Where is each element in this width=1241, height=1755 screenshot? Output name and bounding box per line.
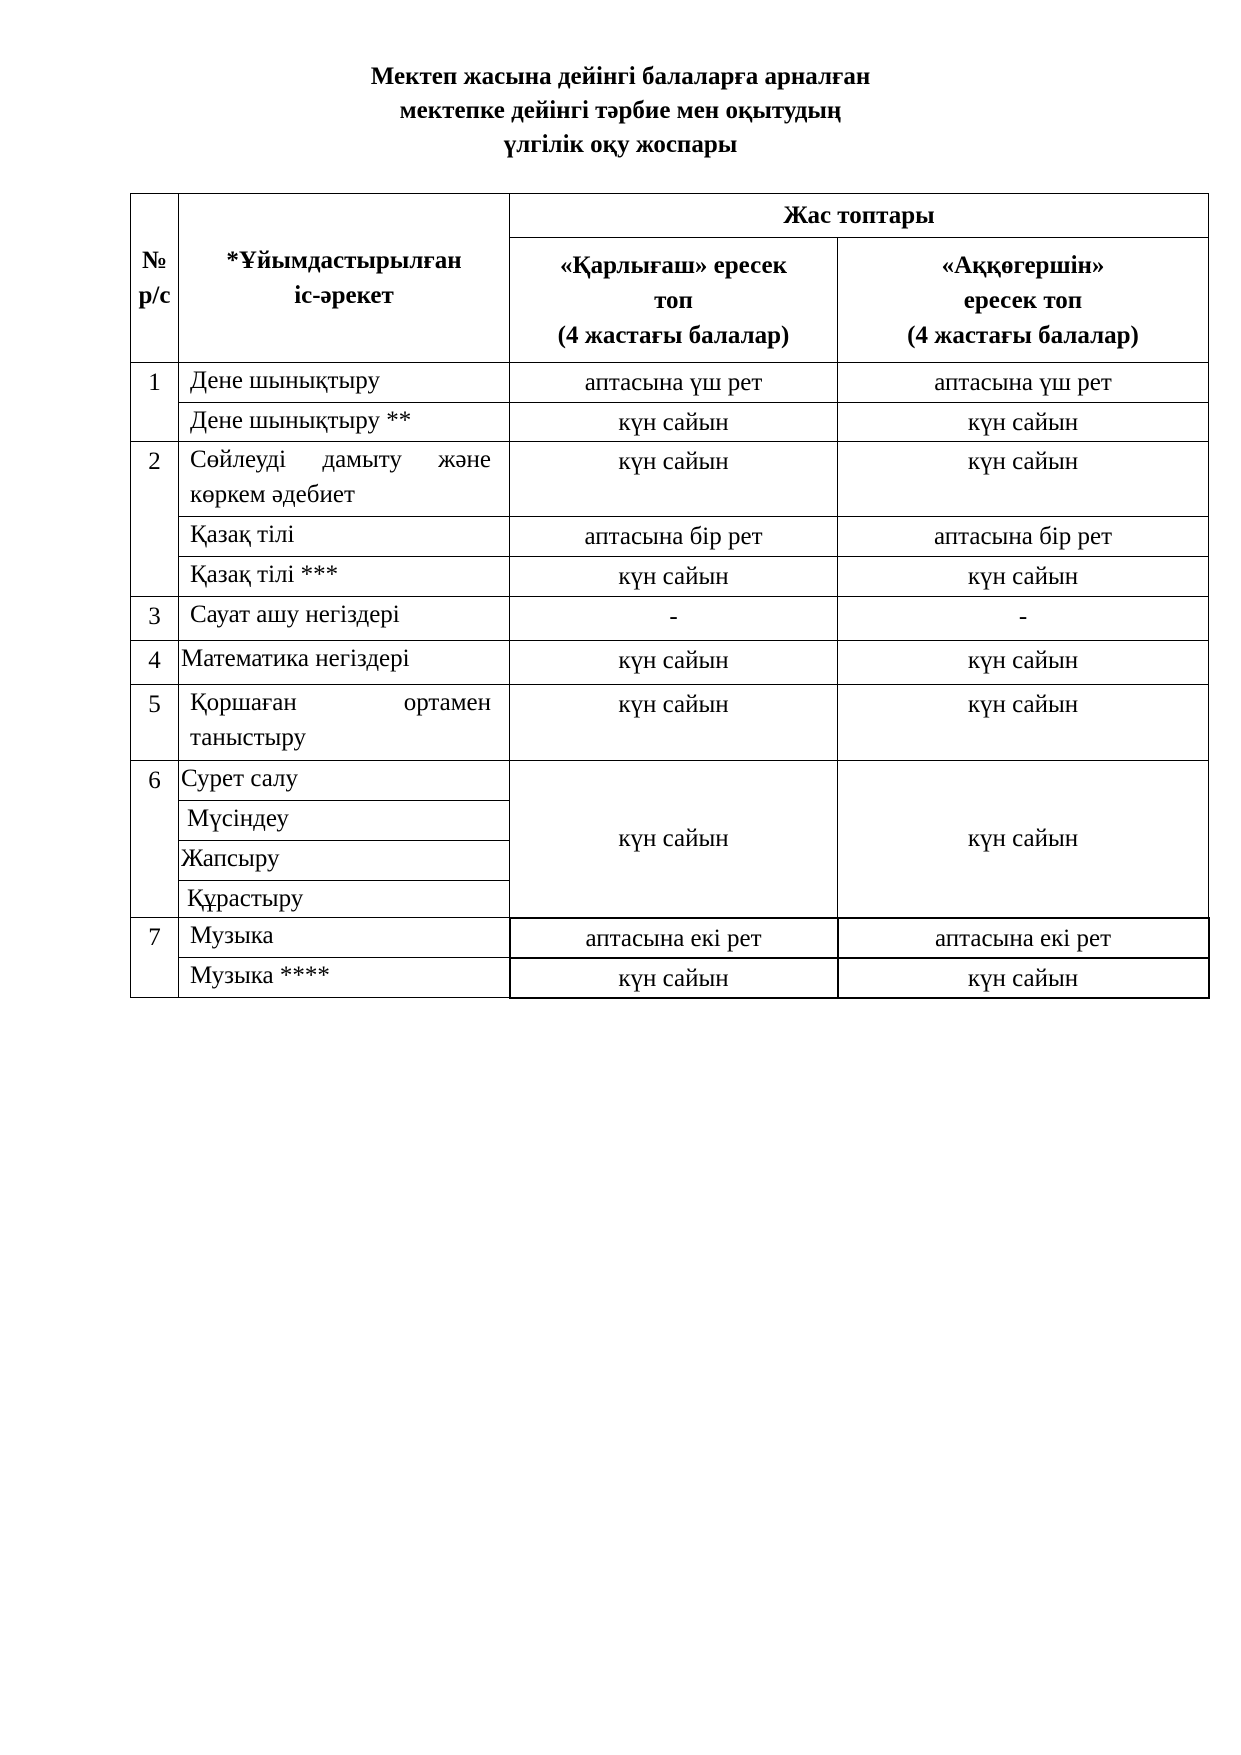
title-line-2: мектепке дейінгі тәрбие мен оқытудың: [399, 97, 842, 124]
row-number: 3: [131, 597, 179, 641]
row-number: 4: [131, 641, 179, 685]
table-row: [131, 517, 1209, 557]
group-2-value: -: [838, 597, 1209, 641]
table-row: [131, 363, 1209, 403]
group-1-value: күн сайын: [510, 958, 838, 998]
group-2-value: аптасына үш рет: [838, 363, 1209, 403]
header-activity: *Ұйымдастырылған іс-әрекет: [179, 194, 510, 363]
activity-cell: Қазақ тілі ***: [179, 557, 510, 597]
row-number: 2: [131, 442, 179, 597]
document-title: [0, 60, 1241, 162]
group-2-value: күн сайын: [838, 641, 1209, 685]
table-row: [131, 597, 1209, 641]
header-number: № р/с: [131, 194, 179, 363]
group-1-value: -: [510, 597, 838, 641]
table-row: [131, 641, 1209, 685]
group-1-value: аптасына бір рет: [510, 517, 838, 557]
activity-cell: Дене шынықтыру **: [179, 403, 510, 442]
activity-cell: Дене шынықтыру: [179, 363, 510, 403]
header-group-1: «Қарлығаш» ересек топ (4 жастағы балалар): [510, 238, 838, 363]
activity-cell: Музыка: [179, 918, 510, 958]
activity-cell: Мүсіндеу: [179, 801, 510, 841]
title-line-1: Мектеп жасына дейінгі балаларға арналған: [370, 63, 871, 90]
group-1-value: күн сайын: [510, 641, 838, 685]
group-1-value: күн сайын: [510, 442, 838, 517]
group-2-value: аптасына бір рет: [838, 517, 1209, 557]
table-row: [131, 918, 1209, 958]
group-1-value: күн сайын: [510, 761, 838, 918]
group-1-value: аптасына үш рет: [510, 363, 838, 403]
activity-cell: Сурет салу: [179, 761, 510, 801]
group-2-value: күн сайын: [838, 761, 1209, 918]
activity-cell: Қоршаған ортамен таныстыру: [179, 685, 510, 761]
curriculum-table: [130, 193, 1210, 999]
group-2-value: аптасына екі рет: [838, 918, 1209, 958]
title-line-3: үлгілік оқу жоспары: [503, 131, 738, 158]
table-row: [131, 403, 1209, 442]
activity-cell: Құрастыру: [179, 881, 510, 918]
group-2-value: күн сайын: [838, 958, 1209, 998]
row-number: 5: [131, 685, 179, 761]
header-group-2: «Аққөгершін» ересек топ (4 жастағы балалар): [838, 238, 1209, 363]
row-number: 7: [131, 918, 179, 998]
table-row: [131, 442, 1209, 517]
group-1-value: күн сайын: [510, 403, 838, 442]
table-row: [131, 685, 1209, 761]
activity-cell: Сауат ашу негіздері: [179, 597, 510, 641]
activity-cell: Сөйлеуді дамыту және көркем әдебиет: [179, 442, 510, 517]
table-row: [131, 557, 1209, 597]
activity-cell: Жапсыру: [179, 841, 510, 881]
row-number: 1: [131, 363, 179, 442]
group-2-value: күн сайын: [838, 685, 1209, 761]
activity-cell: Математика негіздері: [179, 641, 510, 685]
group-2-value: күн сайын: [838, 442, 1209, 517]
activity-cell: Музыка ****: [179, 958, 510, 998]
group-1-value: аптасына екі рет: [510, 918, 838, 958]
group-1-value: күн сайын: [510, 557, 838, 597]
group-2-value: күн сайын: [838, 557, 1209, 597]
header-age-groups: Жас топтары: [510, 194, 1209, 238]
row-number: 6: [131, 761, 179, 918]
group-2-value: күн сайын: [838, 403, 1209, 442]
table-row: [131, 958, 1209, 998]
activity-cell: Қазақ тілі: [179, 517, 510, 557]
group-1-value: күн сайын: [510, 685, 838, 761]
table-row: [131, 761, 1209, 801]
